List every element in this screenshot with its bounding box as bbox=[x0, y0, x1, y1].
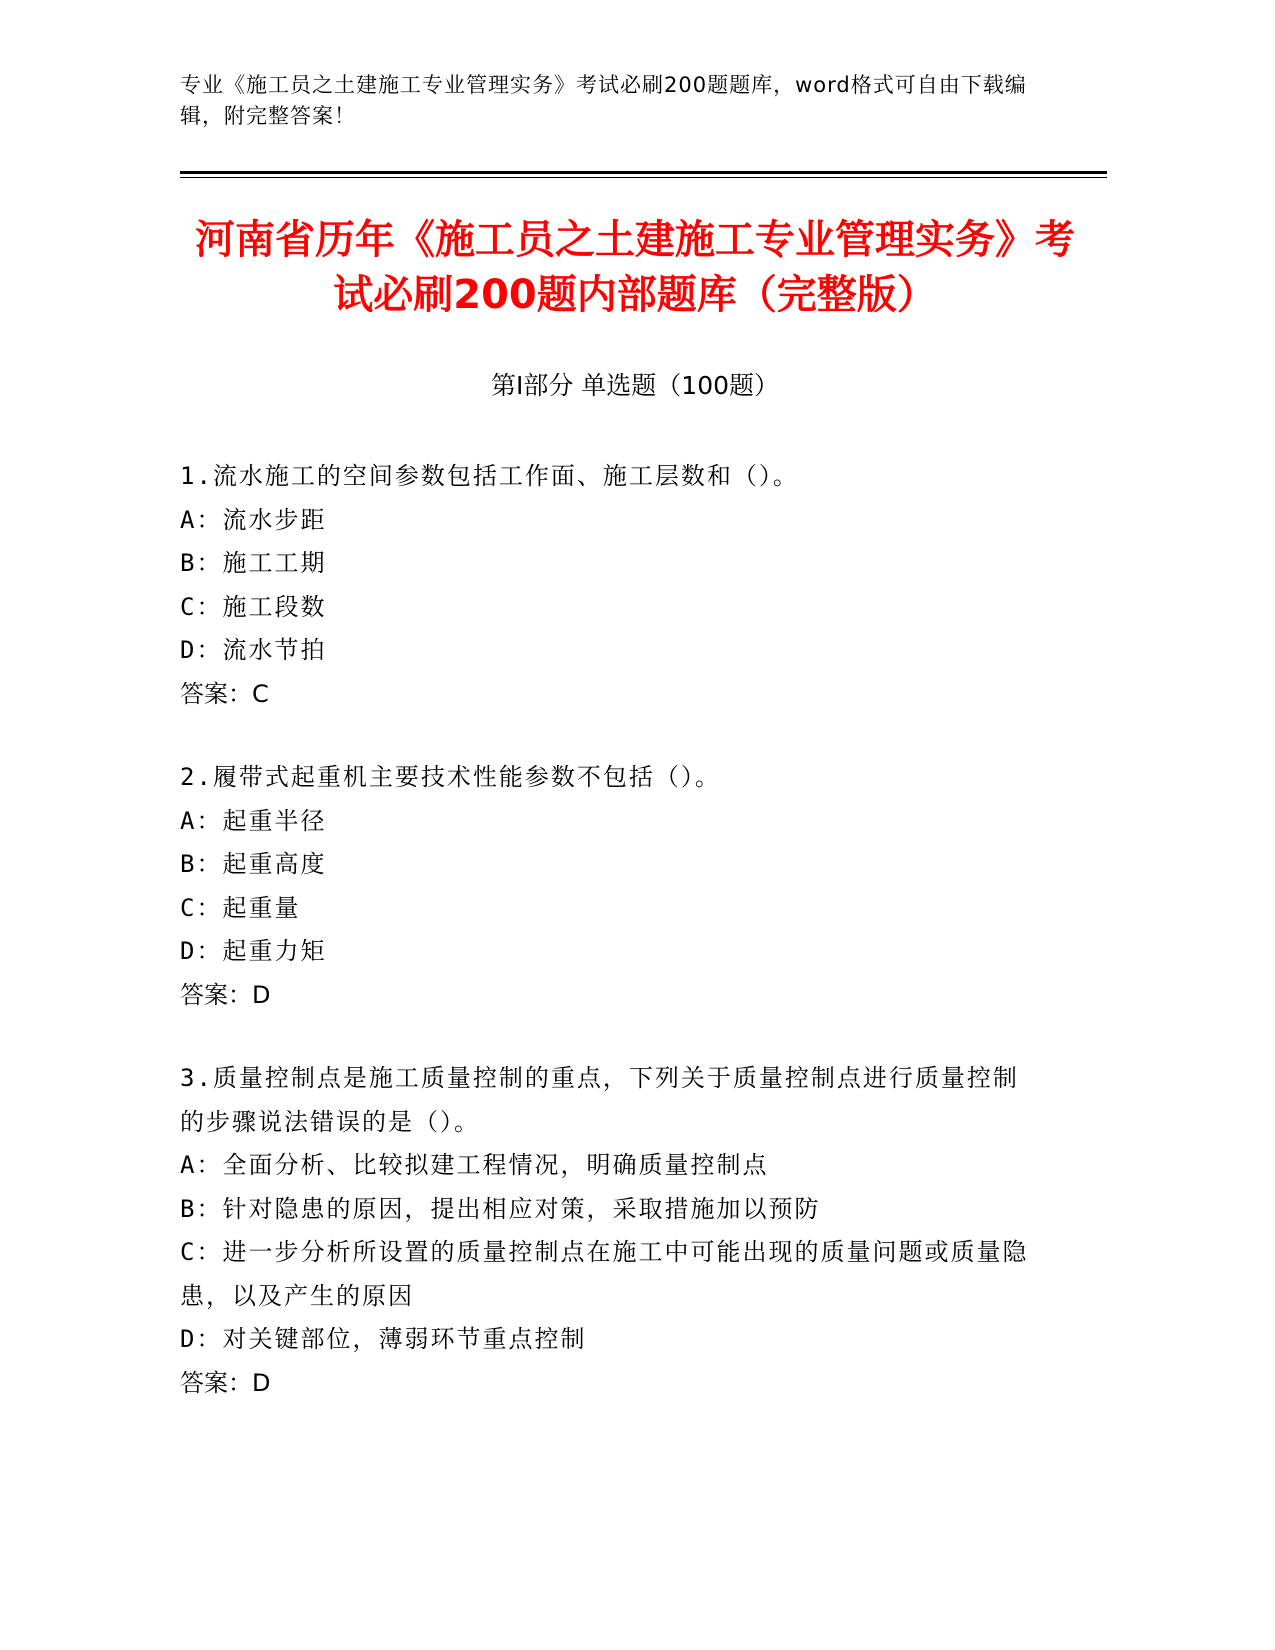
option-d: D：对关键部位，薄弱环节重点控制 bbox=[180, 1325, 587, 1353]
answer: 答案：D bbox=[180, 980, 271, 1009]
answer: 答案：C bbox=[180, 679, 269, 708]
question-3 bbox=[180, 1057, 1040, 1405]
question-list bbox=[180, 455, 1040, 1445]
option-c: C：施工段数 bbox=[180, 592, 327, 621]
answer: 答案：D bbox=[180, 1368, 271, 1397]
option-b: B：起重高度 bbox=[180, 850, 327, 878]
section-title: 第Ⅰ部分 单选题（100题） bbox=[490, 371, 780, 400]
option-c: C：进一步分析所设置的质量控制点在施工中可能出现的质量问题或质量隐患，以及产生的原因 bbox=[180, 1238, 1029, 1310]
question-2 bbox=[180, 756, 1040, 1017]
question-stem: 3.质量控制点是施工质量控制的重点，下列关于质量控制点进行质量控制的步骤说法错误的是（）。 bbox=[180, 1064, 1019, 1136]
document-title: 河南省历年《施工员之土建施工专业管理实务》考试必刷200题内部题库（完整版） bbox=[195, 217, 1075, 318]
header-note: 专业《施工员之土建施工专业管理实务》考试必刷200题题库，word格式可自由下载编辑，附完整答案！ bbox=[180, 73, 1027, 128]
header-rule-thick bbox=[180, 171, 1107, 174]
option-c: C：起重量 bbox=[180, 893, 301, 922]
option-a: A：起重半径 bbox=[180, 806, 327, 835]
option-b: B：针对隐患的原因，提出相应对策，采取措施加以预防 bbox=[180, 1194, 821, 1223]
question-1 bbox=[180, 455, 1040, 716]
option-d: D：起重力矩 bbox=[180, 937, 327, 965]
option-a: A：流水步距 bbox=[180, 505, 327, 534]
question-stem: 2.履带式起重机主要技术性能参数不包括（）。 bbox=[180, 763, 721, 791]
option-a: A：全面分析、比较拟建工程情况，明确质量控制点 bbox=[180, 1151, 769, 1179]
option-d: D：流水节拍 bbox=[180, 636, 327, 664]
question-stem: 1.流水施工的空间参数包括工作面、施工层数和（）。 bbox=[180, 462, 799, 490]
option-b: B：施工工期 bbox=[180, 549, 327, 577]
header-rule-thin bbox=[180, 177, 1107, 178]
